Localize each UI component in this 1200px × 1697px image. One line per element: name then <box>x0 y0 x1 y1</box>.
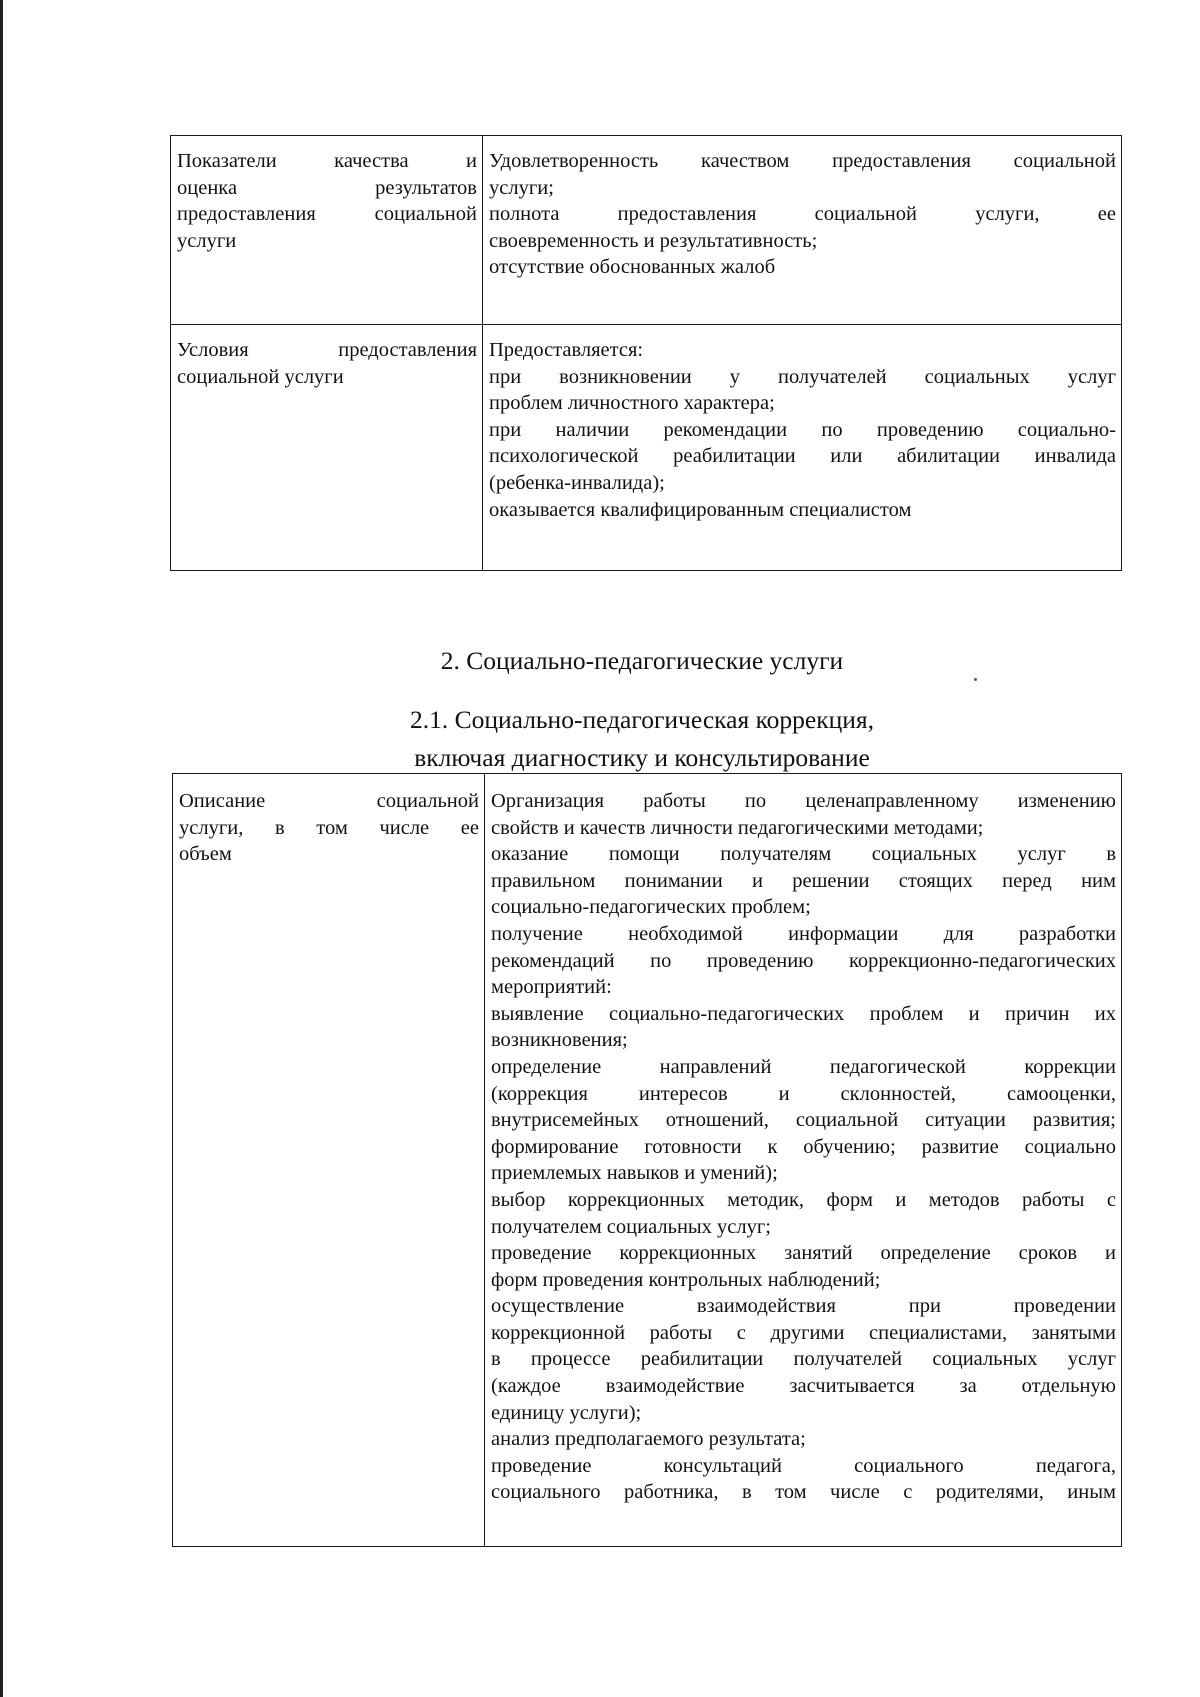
scan-edge <box>0 0 3 1697</box>
value-line: возникновения; <box>491 1029 628 1052</box>
label-line: предоставления социальной <box>177 203 477 226</box>
label-line: услуги, в том числе ее <box>179 816 479 839</box>
scan-speck <box>974 678 977 681</box>
value-line: мероприятий: <box>491 976 612 999</box>
value-line: отсутствие обоснованных жалоб <box>489 256 776 279</box>
value-line: (каждое взаимодействие засчитывается за отдельную <box>491 1375 1116 1398</box>
label-line: объем <box>179 843 232 866</box>
value-line: рекомендаций по проведению коррекционно-педагогических <box>491 949 1116 972</box>
value-line: выявление социально-педагогических проблем и причин их <box>491 1002 1116 1025</box>
label-line: Условия предоставления <box>177 339 477 361</box>
value-line: Предоставляется: <box>489 339 644 361</box>
value-line: формирование готовности к обучению; развитие социально <box>491 1135 1116 1158</box>
row-label-cell <box>173 774 485 1547</box>
value-line: оказание помощи получателям социальных услуг в <box>491 843 1116 866</box>
value-line: при наличии рекомендации по проведению социально- <box>489 418 1116 441</box>
value-line: (ребенка-инвалида); <box>489 471 665 494</box>
section-title: 2. Социально-педагогические услуги <box>440 646 844 675</box>
row-label-cell <box>171 325 483 571</box>
value-line: социального работника, в том числе с родителями, иным <box>491 1481 1116 1504</box>
label-line: Описание социальной <box>179 790 479 812</box>
value-line: услуги; <box>489 176 554 199</box>
value-line: Удовлетворенность качеством предоставления социальной <box>489 150 1116 172</box>
value-line: свойств и качеств личности педагогическими методами; <box>491 816 984 839</box>
value-line: осуществление взаимодействия при проведении <box>491 1295 1116 1318</box>
value-line: оказывается квалифицированным специалистом <box>489 498 912 521</box>
value-line: коррекционной работы с другими специалистами, занятыми <box>491 1321 1116 1344</box>
row-value-cell <box>483 325 1122 571</box>
service-attributes-table-continued <box>170 135 1122 571</box>
label-line: Показатели качества и <box>177 150 477 172</box>
value-line: при возникновении у получателей социальных услуг <box>489 365 1116 388</box>
value-line: единицу услуги); <box>491 1401 642 1424</box>
label-line: оценка результатов <box>177 176 477 199</box>
table-row-quality-indicators <box>171 136 1122 325</box>
value-line: психологической реабилитации или абилитации инвалида <box>489 445 1116 468</box>
row-value-cell <box>483 136 1122 325</box>
value-line: проблем личностного характера; <box>489 392 775 415</box>
value-line: в процессе реабилитации получателей социальных услуг <box>491 1348 1116 1371</box>
subsection-title: 2.1. Социально-педагогическая коррекция, <box>409 705 875 734</box>
subsection-title-continued: включая диагностику и консультирование <box>414 743 870 772</box>
value-line: получение необходимой информации для разработки <box>491 922 1116 945</box>
label-line: социальной услуги <box>177 365 344 388</box>
value-line: получателем социальных услуг; <box>491 1215 771 1238</box>
value-line: социально-педагогических проблем; <box>491 896 811 919</box>
value-line: внутрисемейных отношений, социальной ситуации развития; <box>491 1109 1116 1132</box>
service-description-table <box>172 773 1122 1547</box>
value-line: проведение консультаций социального педагога, <box>491 1454 1116 1477</box>
value-line: форм проведения контрольных наблюдений; <box>491 1268 881 1291</box>
value-line: определение направлений педагогической коррекции <box>491 1055 1116 1078</box>
value-line: полнота предоставления социальной услуги, ее <box>489 203 1116 226</box>
value-line: Организация работы по целенаправленному изменению <box>491 790 1116 812</box>
row-label-cell <box>171 136 483 325</box>
value-line: (коррекция интересов и склонностей, самооценки, <box>491 1082 1116 1105</box>
value-line: выбор коррекционных методик, форм и методов работы с <box>491 1188 1116 1211</box>
value-line: правильном понимании и решении стоящих перед ним <box>491 869 1116 892</box>
value-line: проведение коррекционных занятий определение сроков и <box>491 1242 1116 1265</box>
label-line: услуги <box>177 229 237 252</box>
table-row-service-conditions <box>171 325 1122 571</box>
row-value-cell <box>485 774 1122 1547</box>
value-line: приемлемых навыков и умений); <box>491 1162 778 1185</box>
value-line: своевременность и результативность; <box>489 229 818 252</box>
table-row-service-description <box>173 774 1122 1547</box>
value-line: анализ предполагаемого результата; <box>491 1428 806 1451</box>
